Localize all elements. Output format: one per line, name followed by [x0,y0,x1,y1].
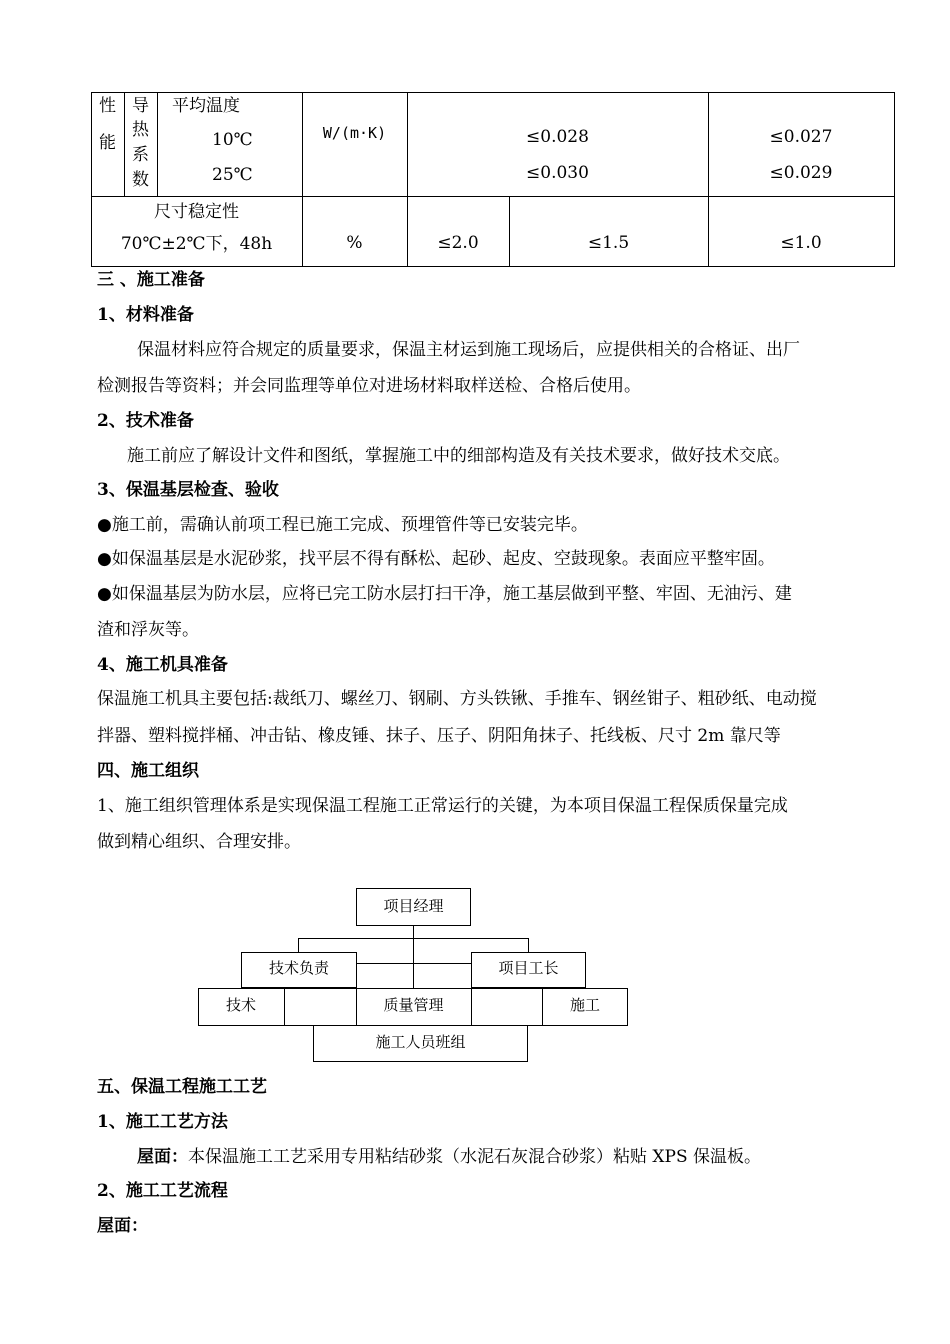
cell-conductivity-2: 热 [132,120,149,140]
cell-unit-percent: % [346,233,363,253]
org-crew-label: 施工人员班组 [375,1033,466,1051]
cell-dim-stability: 尺寸稳定性 [154,202,239,222]
org-box-tech-lead [241,952,357,988]
cell-val-a-25: ≤0.030 [526,163,589,183]
section-5-title: 五、保温工程施工工艺 [97,1077,267,1097]
section-5-2-title: 2、施工工艺流程 [97,1181,228,1201]
org-foreman-label: 项目工长 [498,959,559,977]
cell-dim-condition: 70℃±2℃下，48h [120,234,273,254]
cell-performance-2: 能 [99,133,116,153]
section-3-4-title: 4、施工机具准备 [97,655,228,675]
section-3-1-title: 1、材料准备 [97,305,194,325]
cell-conductivity-1: 导 [132,96,149,116]
cell-unit-conductivity: W/(m·K) [322,124,387,142]
section-4-para-1: 1、施工组织管理体系是实现保温工程施工正常运行的关键，为本项目保温工程保质保量完成 [97,796,788,816]
cell-dim-val-3: ≤1.0 [780,233,822,253]
bullet-1: ●施工前，需确认前项工程已施工完成、预埋管件等已安装完毕。 [97,515,588,535]
cell-dim-val-1: ≤2.0 [437,233,479,253]
section-3-1-para-1: 保温材料应符合规定的质量要求，保温主材运到施工现场后，应提供相关的合格证、出厂 [137,340,800,360]
org-quality-label: 质量管理 [383,996,444,1014]
section-3-2-title: 2、技术准备 [97,411,194,431]
org-tech-lead-label: 技术负责 [268,959,329,977]
cell-conductivity-4: 数 [132,170,149,190]
section-4-para-2: 做到精心组织、合理安排。 [97,832,301,852]
section-3-4-para-2: 拌器、塑料搅拌桶、冲击钻、橡皮锤、抹子、压子、阴阳角抹子、托线板、尺寸 2m 靠尺等 [97,726,781,746]
cell-temp-25: 25℃ [212,165,253,185]
cell-val-a-10: ≤0.028 [526,127,589,147]
bullet-3-line-1: ●如保温基层为防水层，应将已完工防水层打扫干净，施工基层做到平整、牢固、无油污、建 [97,584,792,604]
section-3-2-para: 施工前应了解设计文件和图纸，掌握施工中的细部构造及有关技术要求，做好技术交底。 [127,446,790,466]
cell-val-b-10: ≤0.027 [769,127,833,147]
bullet-3-line-2: 渣和浮灰等。 [97,620,199,640]
org-box-crew [313,1025,528,1062]
cell-temp-10: 10℃ [212,130,253,150]
org-construction-label: 施工 [569,996,600,1014]
bullet-2: ●如保温基层是水泥砂浆，找平层不得有酥松、起砂、起皮、空鼓现象。表面应平整牢固。 [97,549,775,569]
section-3-1-para-2: 检测报告等资料；并会同监理等单位对进场材料取样送检、合格后使用。 [97,376,641,396]
org-tech-label: 技术 [225,996,256,1014]
org-manager-label: 项目经理 [383,897,444,915]
section-5-1-title: 1、施工工艺方法 [97,1112,228,1132]
org-box-foreman [471,952,586,988]
cell-dim-val-2: ≤1.5 [587,233,630,253]
section-3-title: 三 、施工准备 [97,270,205,290]
roof-flow-label: 屋面： [97,1216,148,1236]
cell-val-b-25: ≤0.029 [769,163,833,183]
cell-performance-1: 性 [99,96,116,116]
roof-label: 屋面： [137,1147,188,1167]
cell-avg-temp: 平均温度 [172,96,240,116]
section-3-4-para-1: 保温施工机具主要包括:裁纸刀、螺丝刀、钢刷、方头铁锹、手推车、钢丝钳子、粗砂纸、电动搅 [97,689,817,709]
section-5-1-para [137,1147,761,1167]
cell-conductivity-3: 系 [132,145,149,165]
section-3-3-title: 3、保温基层检查、验收 [97,480,279,500]
roof-method-text: 本保温施工工艺采用专用粘结砂浆（水泥石灰混合砂浆）粘贴 XPS 保温板。 [188,1147,761,1167]
org-box-manager [356,888,471,926]
section-4-title: 四、施工组织 [97,761,199,781]
